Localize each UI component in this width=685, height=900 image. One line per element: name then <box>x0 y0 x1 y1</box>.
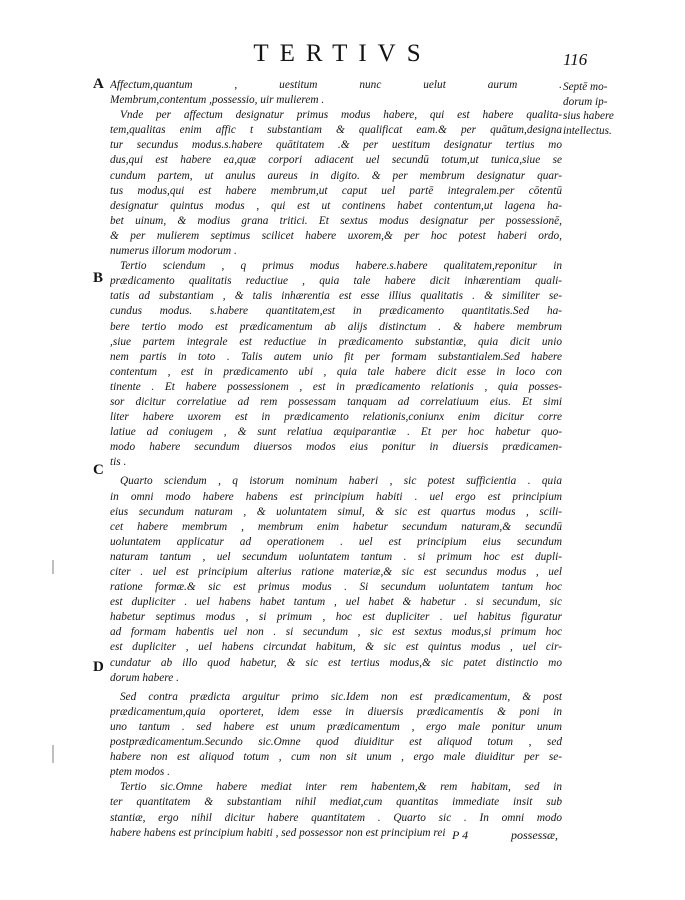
text-line: uno tantum . sed habere est unum prædicamentum , ergo male ponitur unum <box>110 720 562 733</box>
text-line: ad formam habentis uel non . si secundum , sic est sextus modus,si primum hoc <box>110 626 562 639</box>
text-line: cundatur ab illo quod habetur, & sic est tertius modus,& sic patet distinctio mo <box>110 656 562 669</box>
text-line: numerus illorum modorum . <box>110 245 237 258</box>
text-line: designatur quintus modus , qui est ut continens habet contentum,ut lagena ha- <box>110 199 562 212</box>
text-line: naturam tantum , uel secundum uoluntatem tantum . si primum hoc est dupli- <box>110 550 562 563</box>
text-line: ter quantitatem & substantiam nihil mediat,cum quantitas immediate insit sub <box>110 796 562 809</box>
text-line: citer . uel est principium alterius ratione materiæ,& sic est secundus modus , uel <box>110 566 562 578</box>
text-line: postprædicamentum.Secundo sic.Omne quod diuiditur est aliquod totum , sed <box>110 736 562 749</box>
text-line: tem,qualitas enim affic t substantiam & qualificat eam.& per quātum,designa <box>110 124 562 137</box>
text-line: ,siue partem integrale est reductiue in prædicamento substantiæ, quia dicit unio <box>110 335 562 348</box>
text-line: prædicamento qualitatis reductiue , quia tale habere dicit inhærentiam quali- <box>110 275 562 288</box>
text-line: ptem modos . <box>110 766 170 779</box>
margin-note-line: Septē mo- <box>563 81 608 93</box>
text-line: Membrum,contentum ,possessio, uir mulierem . <box>110 94 325 107</box>
text-line: nem partis in toto . Talis autem unio fit per formam substantialem.Sed habere <box>110 350 562 363</box>
text-line: contentum , est in prædicamento ubi , quia tale habere dicit esse in loco con <box>110 365 562 378</box>
text-line: bere tertio modo est prædicamentum ab alijs distinctum . & habere membrum <box>110 320 562 333</box>
section-letter-b: B <box>93 270 104 286</box>
text-line: habere non est aliquod totum , cum non sit unum , ergo male diuiditur per se- <box>110 751 562 764</box>
text-line: Tertio sciendum , q primus modus habere.s.habere qualitatem,reponitur in <box>120 260 562 273</box>
text-line: est dupliciter . uel habens habet tantum , uel habet & habetur . si secundum, sic <box>110 596 562 609</box>
text-line: Tertio sic.Omne habere mediat inter rem habentem,& rem habitam, sed in <box>120 781 562 794</box>
signature-mark: P 4 <box>452 828 469 842</box>
margin-mark <box>52 745 54 763</box>
section-letter-d: D <box>93 659 104 675</box>
text-line: stantiæ, ergo nihil dicitur habere quantitatem . Quarto sic . In omni modo <box>110 811 562 824</box>
text-line: Vnde per affectum designatur primus modus habere, qui est habere qualita- <box>120 109 562 122</box>
margin-note-line: dorum ip- <box>563 95 608 108</box>
text-line: eius secundum naturam , & uoluntatem simul, & sic est quartus modus , scili- <box>110 505 562 518</box>
text-line: cundum partem, ut anulus aureus in digito. & per membrum designatur quar- <box>110 169 562 182</box>
text-line: Affectum,quantum , uestitum nunc uelut aurum . <box>110 79 562 91</box>
text-line: liter habere uxorem est in prædicamento relationis,coniunx enim dicitur corre <box>110 411 562 424</box>
text-line: tur secundus modus.s.habere quātitatem .& per uestitum designatur tertius mo <box>110 139 562 152</box>
text-line: & per mulierem septimus scilicet habere uxorem,& per hoc potest haberi ordo, <box>110 229 562 242</box>
text-line: uoluntatem applicatur ad operationem . uel est principium eius secundum <box>110 535 562 548</box>
text-line: prædicamentum,quia oporteret, idem esse in diuersis prædicamentis & poni in <box>110 705 562 718</box>
margin-note-line: intellectus. <box>563 124 612 137</box>
text-line: in omni modo habere habens est principium habiti . uel ergo est principium <box>110 490 562 503</box>
text-line: dorum habere . <box>110 671 179 684</box>
catchword: possessæ, <box>511 828 559 842</box>
text-line: dus,qui est habere ea,quæ corpori adiacent uel secundū totum,ut tunica,siue se <box>110 154 562 167</box>
text-line: cundus modus. s.habere quantitatem,est in prædicamento quantitatis.Sed ha- <box>110 305 562 318</box>
text-line: Sed contra prædicta arguitur primo sic.Idem non est prædicamentum, & post <box>120 690 562 703</box>
text-line: sor dicitur correlatiue ad rem possessam tanquam ad correlatiuum eius. Et simi <box>110 395 562 408</box>
margin-note-line: sius habere <box>563 110 614 123</box>
text-line: ratione formæ.& sic est primus modus . Si secundum uoluntatem tantum hoc <box>110 581 562 594</box>
text-line: modo habere secundum diuersos modos eius ponitur in diuersis prædicamen- <box>110 441 562 454</box>
text-line: cet habere membrum , membrum enim habetur secundum naturam,& secundū <box>110 520 562 533</box>
running-head: TERTIVS <box>253 40 432 67</box>
text-line: Quarto sciendum , q istorum nominum haberi , sic potest sufficientia . quia <box>120 475 562 488</box>
section-letter-a: A <box>93 76 104 92</box>
margin-note <box>563 80 681 138</box>
text-line: bet uinum, & modius grana tritici. Et sextus modus designatur per possessionē, <box>110 214 562 227</box>
page-number: 116 <box>563 50 588 69</box>
text-line: tus modus,qui est habere membrum,ut caput uel partē integralem.per cōtentū <box>110 184 562 197</box>
text-line: est dupliciter , uel habens circundat habitum, & sic est quintus modus , uel cir- <box>110 641 562 654</box>
text-line: habere habens est principium habiti , sed possessor non est principium rei <box>110 826 446 839</box>
text-line: tinente . Et habere possessionem , est in prædicamento relationis , quia posses- <box>110 380 562 393</box>
text-line: tis . <box>110 456 127 469</box>
text-line: tatis ad substantiam , & talis inhærentia est esse illius qualitatis . & similiter se- <box>110 290 562 303</box>
section-letter-c: C <box>93 462 104 478</box>
body-text <box>110 78 562 841</box>
text-line: latiue ad coniugem , & sunt relatiua æquiparantiæ . Et per hoc habetur quo- <box>110 426 562 439</box>
text-line: habetur septimus modus , si primum , hoc est dupliciter . uel habitus figuratur <box>110 611 562 624</box>
margin-mark <box>52 560 54 574</box>
